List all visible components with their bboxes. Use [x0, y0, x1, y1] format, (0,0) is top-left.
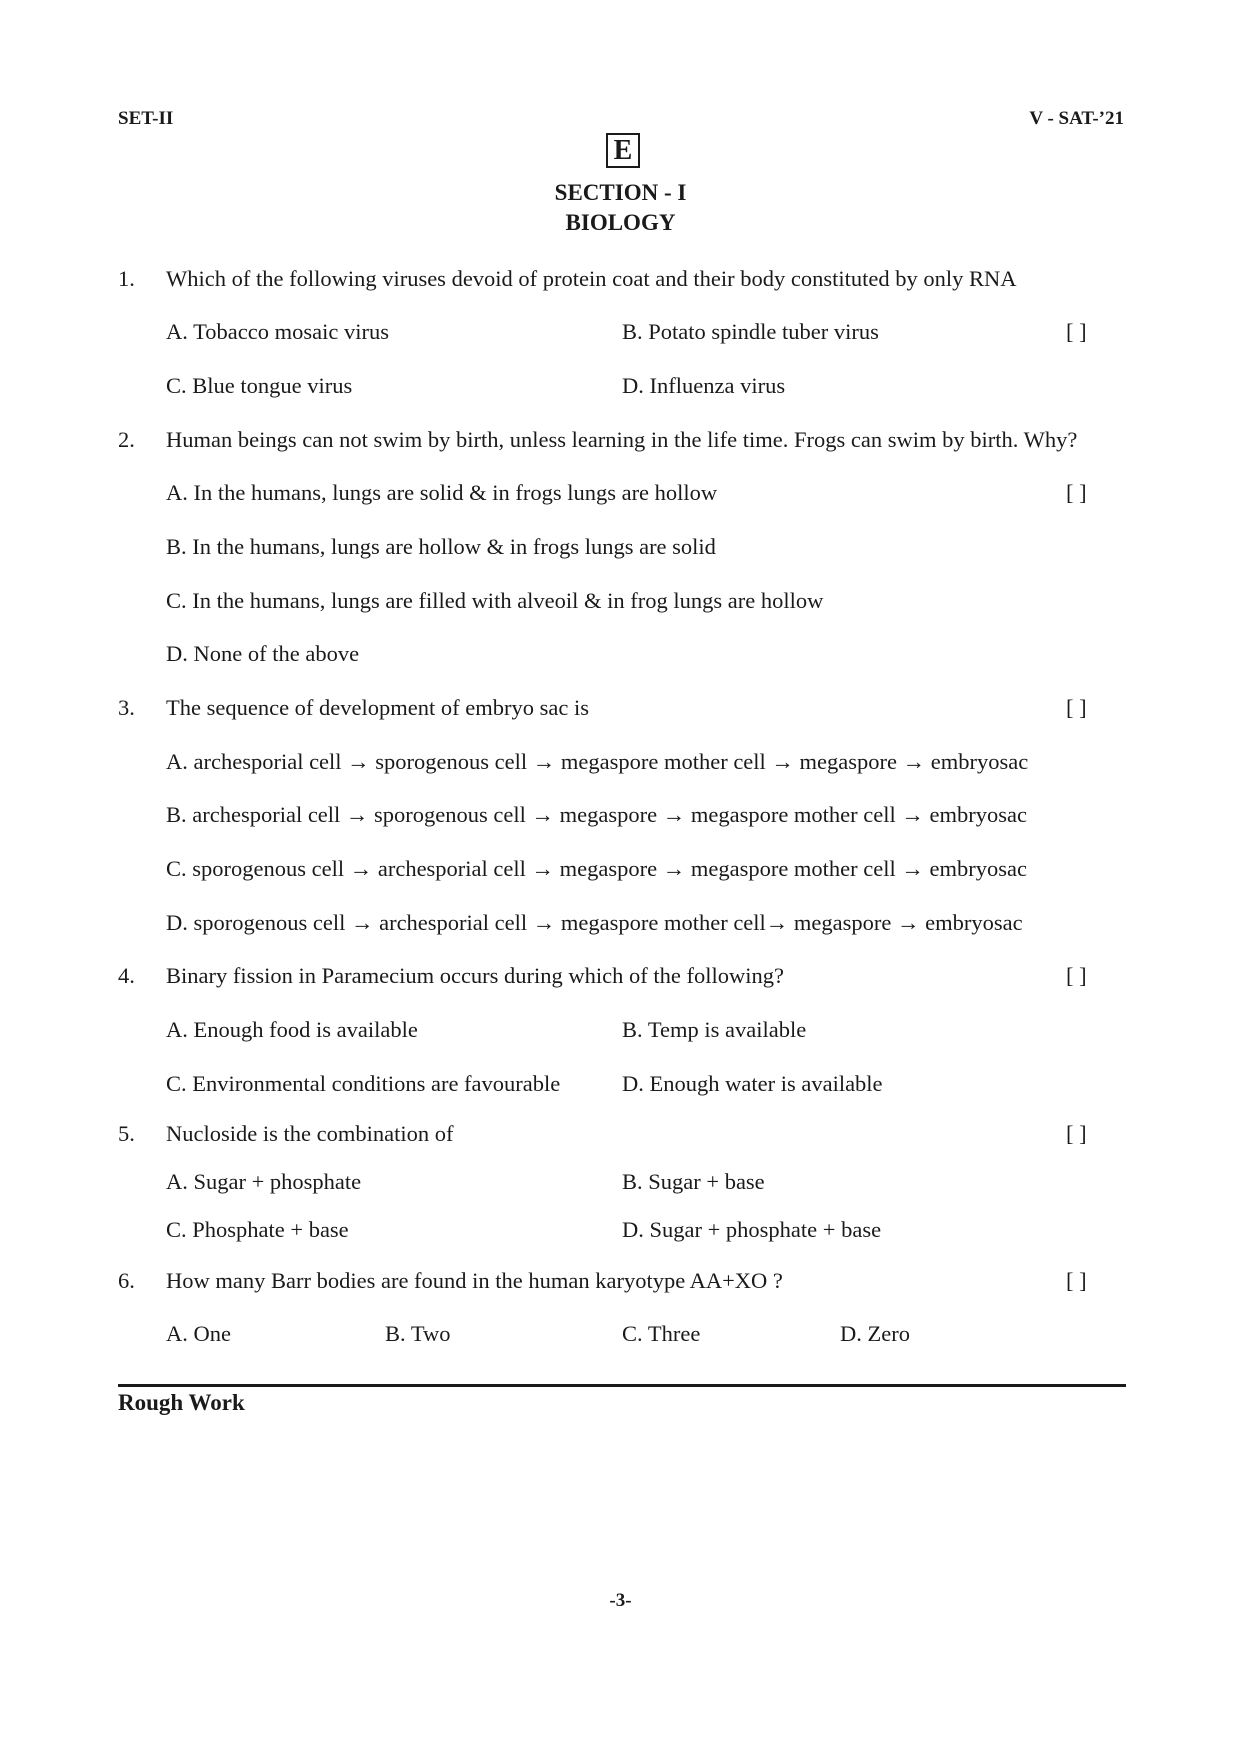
question-3-option-b: B. archesporial cell → sporogenous cell → megaspore → megaspore mother cell → embryosac — [166, 802, 1027, 827]
rough-work-label: Rough Work — [118, 1390, 245, 1415]
question-5-option-d: D. Sugar + phosphate + base — [622, 1217, 882, 1242]
question-6-option-a: A. One — [166, 1321, 231, 1346]
question-6-option-b: B. Two — [385, 1321, 451, 1346]
question-1-number: 1. — [118, 266, 135, 291]
question-2-option-b: B. In the humans, lungs are hollow & in frogs lungs are solid — [166, 534, 716, 559]
question-4-option-d: D. Enough water is available — [622, 1071, 883, 1096]
question-6-option-d: D. Zero — [840, 1321, 910, 1346]
set-label: SET-II — [118, 108, 174, 129]
question-3-option-a: A. archesporial cell → sporogenous cell → megaspore mother cell → megaspore → embryosac — [166, 749, 1029, 774]
question-3-number: 3. — [118, 695, 135, 720]
question-5-option-b: B. Sugar + base — [622, 1169, 765, 1194]
question-5-answer-bracket: [ ] — [1066, 1121, 1087, 1146]
question-4-option-b: B. Temp is available — [622, 1017, 807, 1042]
subject-title: BIOLOGY — [565, 210, 676, 235]
question-2-text: Human beings can not swim by birth, unless learning in the life time. Frogs can swim by birth. Why? — [166, 427, 1078, 452]
question-2-option-d: D. None of the above — [166, 641, 360, 666]
question-5-option-a: A. Sugar + phosphate — [166, 1169, 362, 1194]
question-1-option-c: C. Blue tongue virus — [166, 373, 353, 398]
question-6-text: How many Barr bodies are found in the human karyotype AA+XO ? — [166, 1268, 783, 1293]
question-3-text: The sequence of development of embryo sac is — [166, 695, 589, 720]
section-title: SECTION - I — [554, 180, 687, 205]
question-1-text: Which of the following viruses devoid of protein coat and their body constituted by only RNA — [166, 266, 1017, 291]
question-2-option-a: A. In the humans, lungs are solid & in frogs lungs are hollow — [166, 480, 718, 505]
question-5-number: 5. — [118, 1121, 135, 1146]
question-1-answer-bracket: [ ] — [1066, 319, 1087, 344]
question-4-number: 4. — [118, 963, 135, 988]
question-1-option-b: B. Potato spindle tuber virus — [622, 319, 879, 344]
question-5-text: Nucloside is the combination of — [166, 1121, 454, 1146]
question-2-option-c: C. In the humans, lungs are filled with alveoil & in frog lungs are hollow — [166, 588, 824, 613]
question-4-option-c: C. Environmental conditions are favourable — [166, 1071, 561, 1096]
question-1-option-a: A. Tobacco mosaic virus — [166, 319, 389, 344]
question-6-number: 6. — [118, 1268, 135, 1293]
question-1-option-d: D. Influenza virus — [622, 373, 786, 398]
exam-code: V - SAT-’21 — [1029, 108, 1124, 129]
question-3-option-d: D. sporogenous cell → archesporial cell → megaspore mother cell→ megaspore → embryosac — [166, 910, 1023, 935]
question-5-option-c: C. Phosphate + base — [166, 1217, 349, 1242]
question-4-text: Binary fission in Paramecium occurs during which of the following? — [166, 963, 784, 988]
question-4-option-a: A. Enough food is available — [166, 1017, 418, 1042]
question-3-answer-bracket: [ ] — [1066, 695, 1087, 720]
language-box: E — [606, 133, 640, 168]
question-2-answer-bracket: [ ] — [1066, 480, 1087, 505]
question-2-number: 2. — [118, 427, 135, 452]
question-6-answer-bracket: [ ] — [1066, 1268, 1087, 1293]
question-4-answer-bracket: [ ] — [1066, 963, 1087, 988]
page-number: -3- — [609, 1590, 632, 1611]
question-3-option-c: C. sporogenous cell → archesporial cell → megaspore → megaspore mother cell → embryosac — [166, 856, 1027, 881]
section-divider — [118, 1384, 1126, 1387]
question-6-option-c: C. Three — [622, 1321, 701, 1346]
